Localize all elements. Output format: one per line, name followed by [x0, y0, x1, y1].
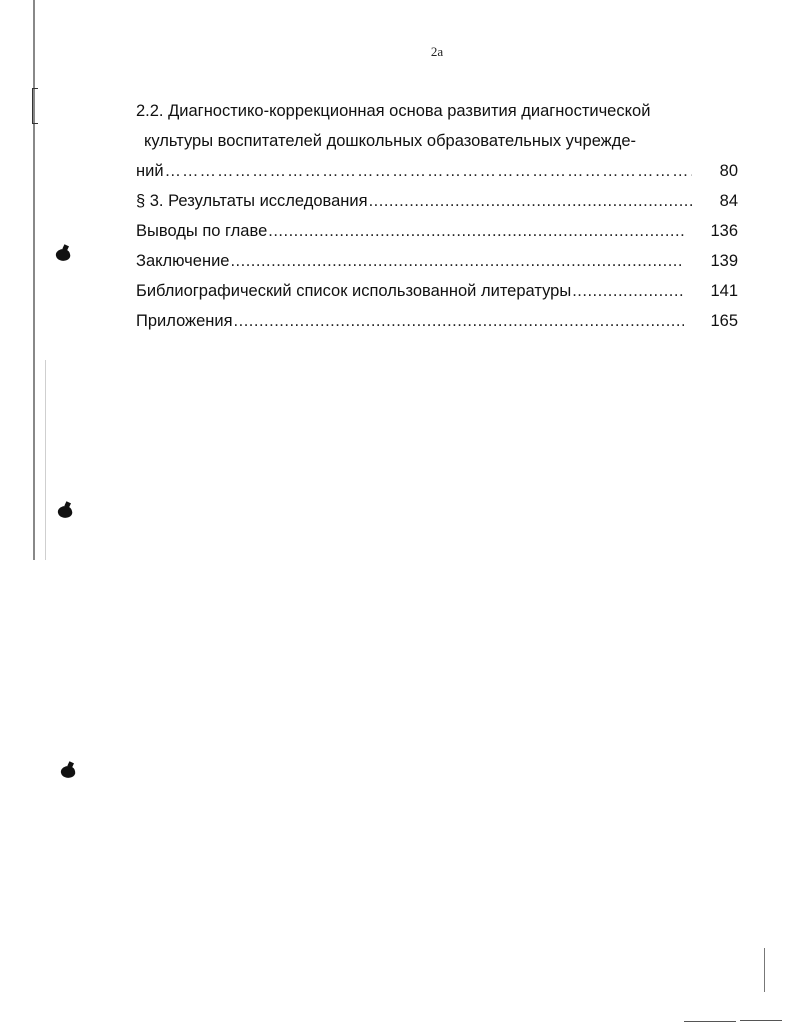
- toc-page-number: 165: [710, 312, 738, 330]
- toc-page-number: 141: [710, 282, 738, 300]
- scan-bracket-mark: [32, 88, 38, 124]
- toc-entry-title: Заключение: [136, 252, 230, 270]
- dot-leader: [234, 306, 684, 336]
- dot-leader: [572, 276, 684, 306]
- toc-entry-title: ний: [136, 162, 164, 180]
- toc-page-number: 136: [710, 222, 738, 240]
- toc-page-number: 139: [710, 252, 738, 270]
- toc-entry-title: Выводы по главе: [136, 222, 268, 240]
- punch-hole-mark: [57, 504, 74, 519]
- toc-entry-title: § 3. Результаты исследования: [136, 192, 368, 210]
- toc-entry: [136, 246, 738, 276]
- scan-margin-line-faint: [45, 360, 46, 560]
- punch-hole-mark: [55, 247, 72, 262]
- scan-margin-line: [33, 0, 35, 560]
- page-number: 2а: [430, 44, 444, 59]
- dot-leader: [268, 216, 684, 246]
- toc-entry: [136, 306, 738, 336]
- scan-bottom-edge-mark: [740, 1020, 782, 1021]
- toc-entry-title: Библиографический список использованной литературы: [136, 282, 572, 300]
- toc-entry-2-2-line-2: культуры воспитателей дошкольных образовательных учрежде-: [144, 132, 637, 150]
- toc-entry-2-2-line-1: 2.2. Диагностико-коррекционная основа развития диагностической: [136, 102, 651, 120]
- dot-leader: [230, 246, 684, 276]
- toc-entry: [136, 216, 738, 246]
- toc-page-number: 80: [719, 162, 738, 180]
- toc-entry-title: Приложения: [136, 312, 233, 330]
- scan-right-edge-mark: [764, 948, 765, 992]
- scan-bottom-edge-mark: [684, 1021, 736, 1022]
- toc-page-number: 84: [719, 192, 738, 210]
- punch-hole-mark: [60, 764, 77, 779]
- toc-entry: [136, 276, 738, 306]
- table-of-contents: [136, 96, 738, 336]
- toc-entry-2-2-line-3: [136, 156, 738, 186]
- dot-leader: [369, 186, 692, 216]
- toc-entry: [136, 186, 738, 216]
- dot-leader: [165, 156, 692, 186]
